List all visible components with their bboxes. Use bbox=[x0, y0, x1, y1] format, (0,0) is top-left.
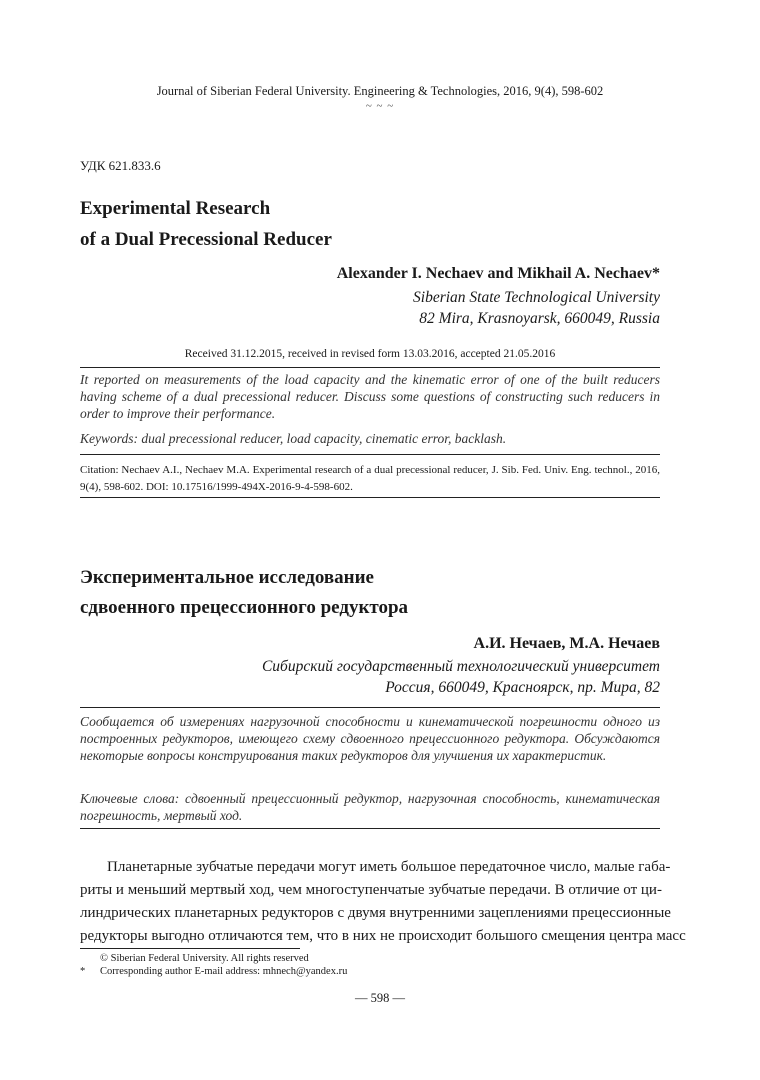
russian-affiliation-line-1: Сибирский государственный технологический университет bbox=[261, 658, 660, 675]
citation: Citation: Nechaev A.I., Nechaev M.A. Experimental research of a dual precessional reducer, J. Sib. Fed. Univ. Eng. technol., 2016, 9(4), 598-602. DOI: 10.17516/1999-494X-2016-9-4-598-602. bbox=[80, 464, 660, 493]
english-title-line-2: of a Dual Precessional Reducer bbox=[80, 229, 332, 250]
russian-authors: А.И. Нечаев, М.А. Нечаев bbox=[473, 635, 660, 652]
russian-title-line-1: Экспериментальное исследование bbox=[80, 567, 374, 588]
received-dates: Received 31.12.2015, received in revised form 13.03.2016, accepted 21.05.2016 bbox=[184, 348, 556, 360]
footnote-copyright bbox=[80, 953, 309, 964]
udk-code: УДК 621.833.6 bbox=[80, 158, 161, 173]
russian-keywords: Ключевые слова: сдвоенный прецессионный редуктор, нагрузочная способность, кинематическая погрешность, мертвый ход. bbox=[80, 791, 660, 823]
english-keywords: Keywords: dual precessional reducer, load capacity, cinematic error, backlash. bbox=[80, 431, 507, 446]
russian-affiliation-line-2: Россия, 660049, Красноярск, пр. Мира, 82 bbox=[385, 679, 660, 696]
russian-abstract: Сообщается об измерениях нагрузочной способности и кинематической погрешности одного из построенных редукторов, имеющего схему сдвоенного прецессионного редуктора. Обсуждаются некоторые вопросы конструирования таких редукторов для улучшения их характеристик. bbox=[80, 714, 660, 763]
divider bbox=[80, 497, 660, 498]
divider bbox=[80, 454, 660, 455]
english-affiliation-line-1: Siberian State Technological University bbox=[413, 289, 660, 306]
english-abstract: It reported on measurements of the load capacity and the kinematic error of one of the built reducers having scheme of a dual precessional reducer. Discuss some questions of constructing such reducers in order to improve their performance. bbox=[80, 372, 660, 421]
footnote-text: Corresponding author E-mail address: mhnech@yandex.ru bbox=[100, 966, 348, 977]
journal-header: Journal of Siberian Federal University. Engineering & Technologies, 2016, 9(4), 598-602 bbox=[156, 84, 604, 98]
divider bbox=[80, 707, 660, 708]
body-text-line: Планетарные зубчатые передачи могут иметь большое передаточное число, малые габа- bbox=[107, 859, 671, 875]
body-text-line: линдрических планетарных редукторов с двумя внутренними зацеплениями прецессионные bbox=[80, 905, 671, 921]
body-text-line: редукторы выгодно отличаются тем, что в них не происходит большого смещения центра масс bbox=[80, 928, 686, 944]
divider bbox=[80, 367, 660, 368]
divider bbox=[80, 828, 660, 829]
russian-title-line-2: сдвоенного прецессионного редуктора bbox=[80, 597, 409, 618]
footnote-text: © Siberian Federal University. All rights reserved bbox=[100, 953, 309, 964]
english-title-line-1: Experimental Research bbox=[80, 198, 271, 219]
english-authors: Alexander I. Nechaev and Mikhail A. Nechaev* bbox=[336, 265, 660, 282]
footnote-divider bbox=[80, 948, 300, 949]
footnote-mark: * bbox=[80, 966, 86, 977]
body-text-line: риты и меньший мертвый ход, чем многоступенчатые зубчатые передачи. В отличие от ци- bbox=[80, 882, 662, 898]
page-number: — 598 — bbox=[355, 991, 405, 1005]
english-affiliation-line-2: 82 Mira, Krasnoyarsk, 660049, Russia bbox=[419, 310, 660, 327]
header-ornament: ~ ~ ~ bbox=[365, 100, 395, 112]
footnote-corresponding-author bbox=[80, 966, 347, 977]
